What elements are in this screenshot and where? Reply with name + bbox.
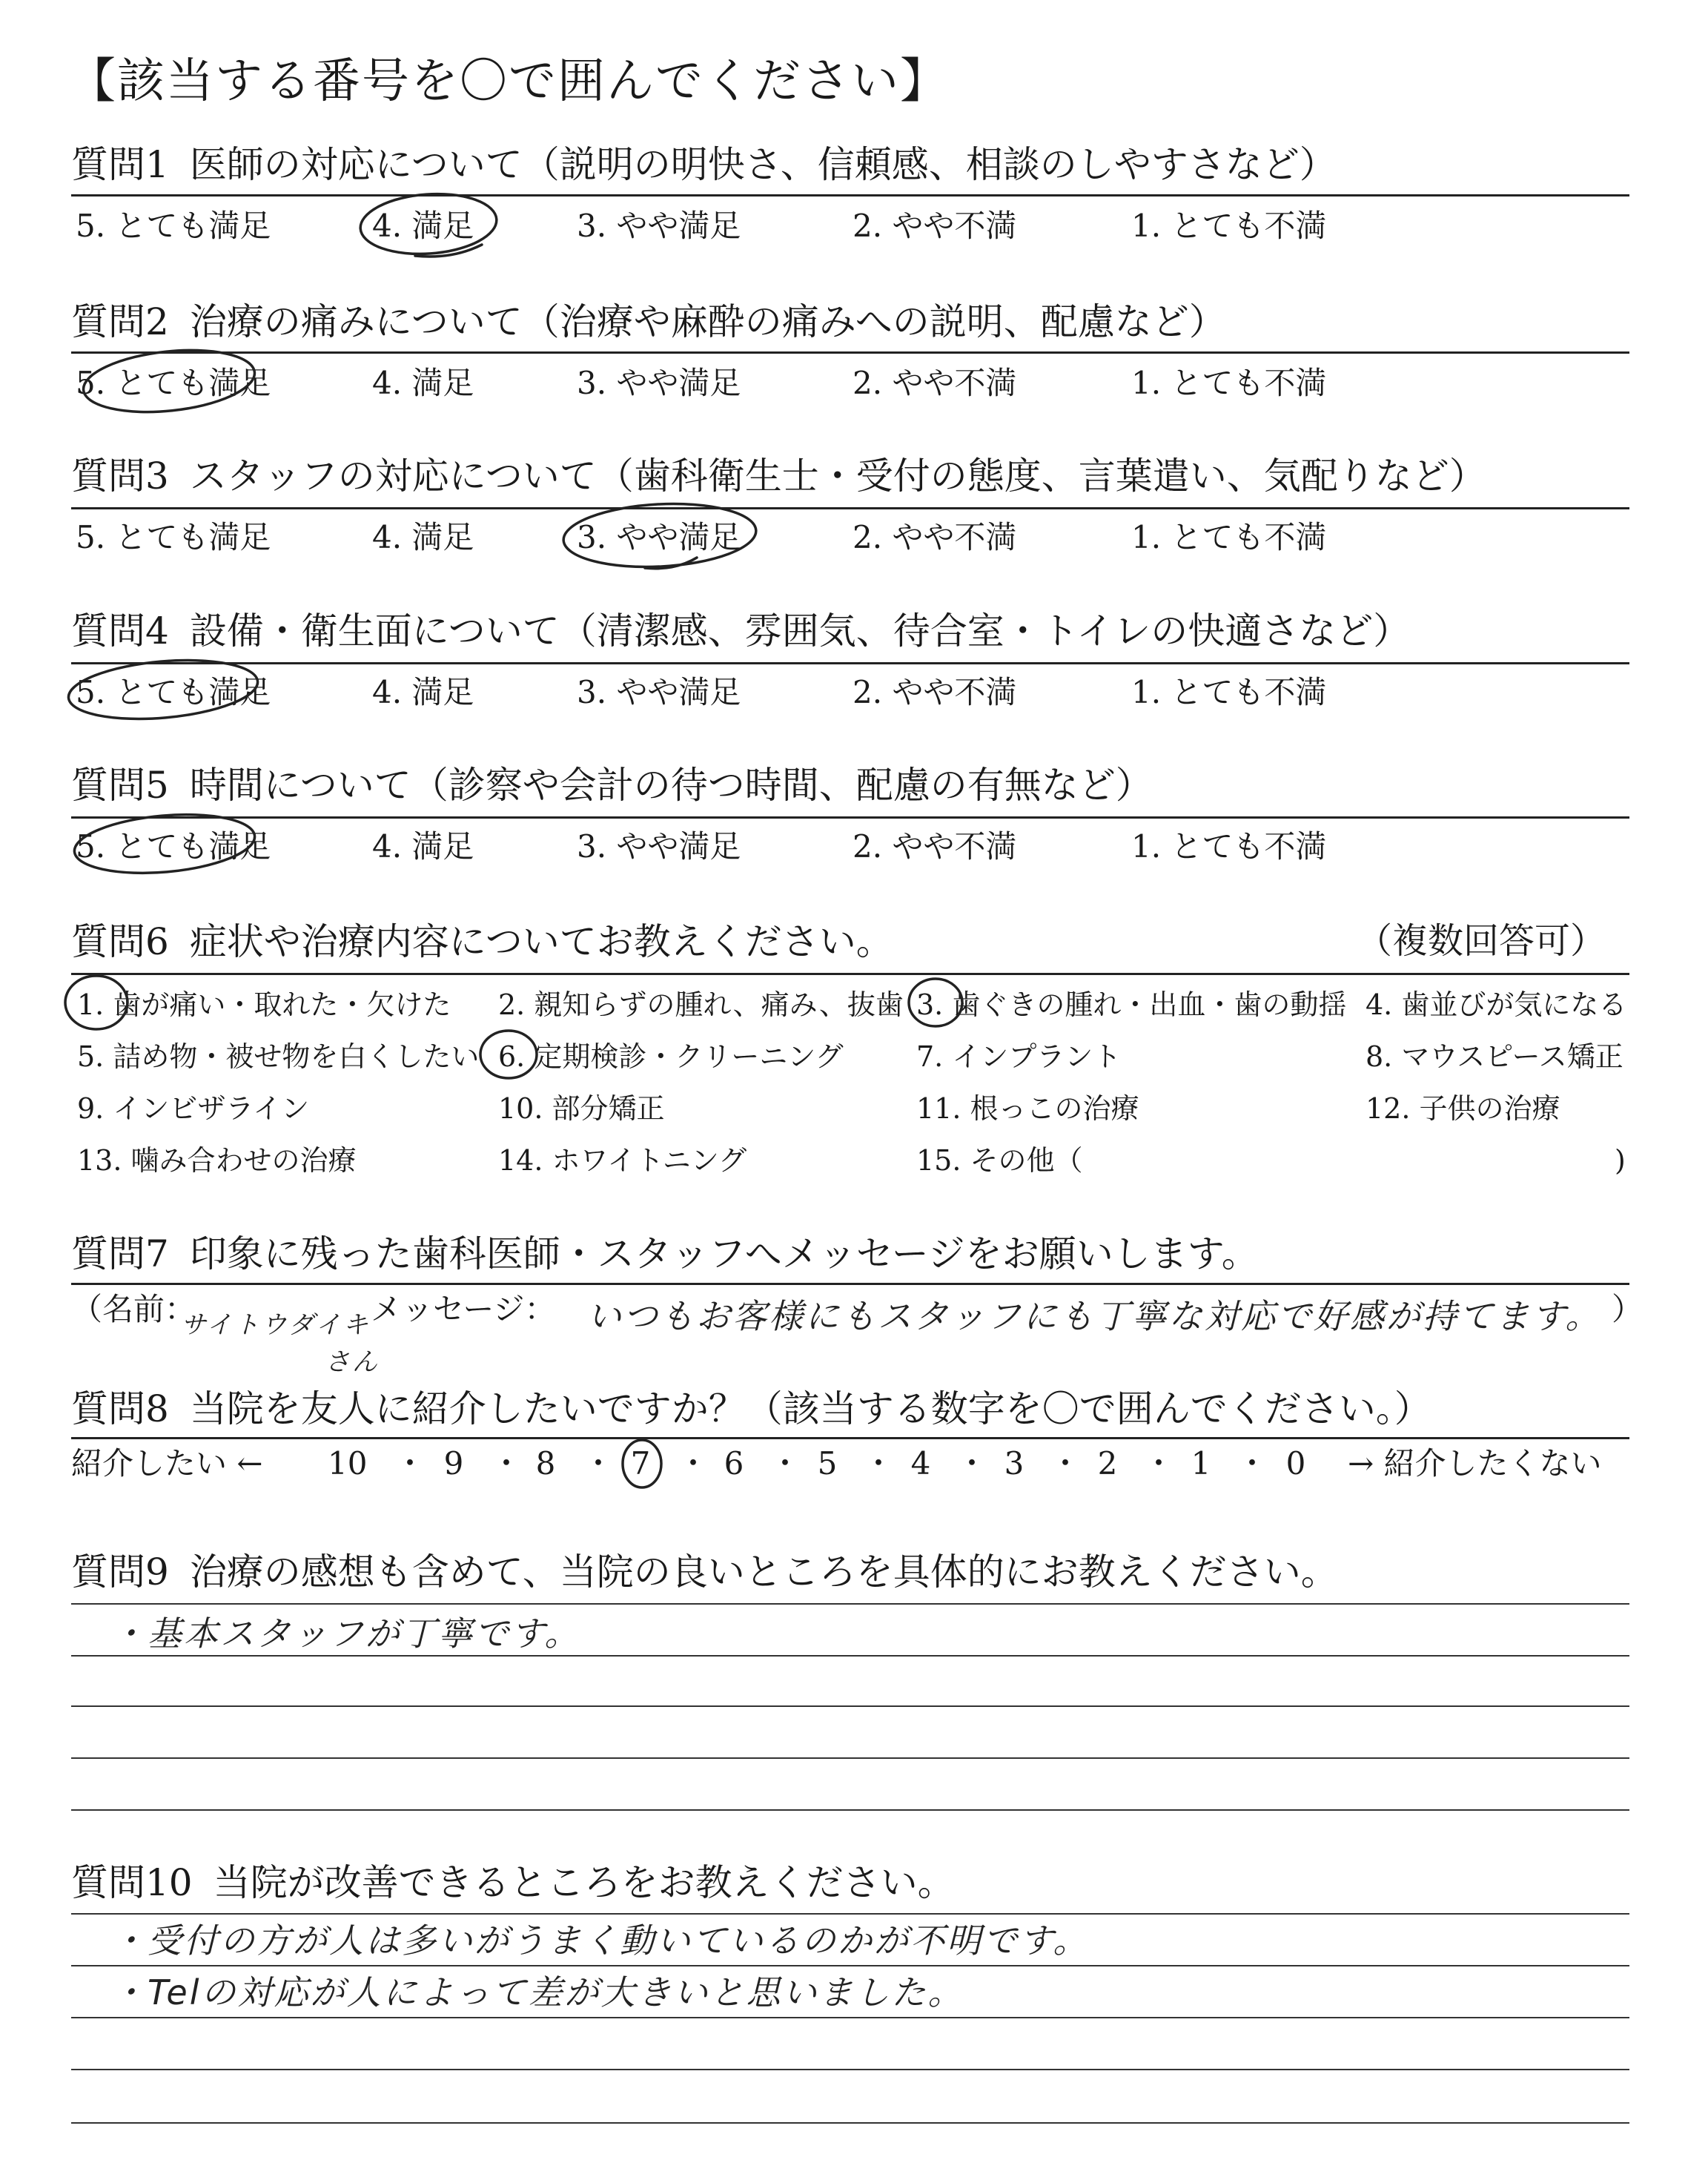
scale-dot: ・ [863,1445,895,1482]
scale-6[interactable]: 6 [724,1445,744,1482]
name-suffix: さん [325,1347,380,1377]
q2-option-2[interactable]: 2. やや不満 [853,365,1017,401]
q6-item-15[interactable]: 15. その他（ [916,1144,1083,1177]
scale-3[interactable]: 3 [1004,1445,1025,1482]
q6-item-13[interactable]: 13. 噛み合わせの治療 [77,1144,357,1177]
q5-option-2[interactable]: 2. やや不満 [853,828,1017,865]
question-7-title [71,1232,1259,1275]
scale-dot: ・ [1143,1445,1175,1482]
question-text: スタッフの対応について（歯科衛生士・受付の態度、言葉遣い、気配りなど） [189,455,1486,498]
q6-item-1[interactable]: 1. 歯が痛い・取れた・欠けた [77,988,451,1021]
answer-line [71,1809,1629,1811]
scale-10[interactable]: 10 [328,1445,368,1482]
question-6-title [71,920,893,963]
answer-line [71,2017,1629,2018]
q5-option-4[interactable]: 4. 満足 [372,828,474,865]
q1-selection-tail [415,245,482,257]
q5-option-3[interactable]: 3. やや満足 [577,828,741,865]
q6-item-8[interactable]: 8. マウスピース矯正 [1366,1040,1623,1073]
q10-answer-1[interactable]: ・受付の方が人は多いがうまく動いているのかが不明です。 [111,1920,1090,1961]
scale-dot: ・ [394,1445,426,1482]
question-number: 質問1 [71,143,169,186]
divider [71,351,1629,354]
q5-option-5[interactable]: 5. とても満足 [76,828,271,865]
answer-line [71,1965,1629,1966]
q2-option-5[interactable]: 5. とても満足 [76,365,271,401]
question-text: 治療の痛みについて（治療や麻酔の痛みへの説明、配慮など） [189,300,1226,343]
q4-option-3[interactable]: 3. やや満足 [577,674,741,710]
question-text: 設備・衛生面について（清潔感、雰囲気、待合室・トイレの快適さなど） [189,610,1411,653]
q6-item-4[interactable]: 4. 歯並びが気になる [1366,988,1627,1021]
scale-9[interactable]: 9 [443,1445,464,1482]
scale-dot: ・ [1050,1445,1082,1482]
question-10-title [71,1861,955,1904]
answer-line [71,1603,1629,1605]
answer-line [71,1655,1629,1657]
message-value[interactable]: いつもお客様にもスタッフにも丁寧な対応で好感が持てます。 [587,1296,1602,1336]
question-2-title [71,300,1226,343]
scale-dot: ・ [678,1445,709,1482]
scale-dot: ・ [1237,1445,1268,1482]
scale-1[interactable]: 1 [1191,1445,1211,1482]
q4-option-4[interactable]: 4. 満足 [372,674,474,710]
q1-option-4[interactable]: 4. 満足 [372,208,474,244]
scale-7[interactable]: 7 [630,1445,651,1482]
divider [71,1283,1629,1285]
question-number: 質問6 [71,920,169,963]
name-label: （名前： [71,1291,196,1327]
q3-option-1[interactable]: 1. とても不満 [1131,519,1327,555]
q1-option-2[interactable]: 2. やや不満 [853,208,1017,244]
question-5-title [71,764,1153,807]
question-number: 質問9 [71,1550,169,1593]
q1-option-3[interactable]: 3. やや満足 [577,208,741,244]
scale-dot: ・ [491,1445,523,1482]
question-8-title [71,1387,1431,1430]
question-number: 質問3 [71,455,169,498]
scale-dot: ・ [769,1445,801,1482]
q1-option-5[interactable]: 5. とても満足 [76,208,271,244]
question-number: 質問2 [71,300,169,343]
multiple-answer-note: （複数回答可） [1356,920,1606,962]
scale-5[interactable]: 5 [817,1445,838,1482]
answer-line [71,1913,1629,1915]
q2-option-4[interactable]: 4. 満足 [372,365,474,401]
q6-item-12[interactable]: 12. 子供の治療 [1366,1092,1560,1125]
answer-line [71,1705,1629,1707]
divider [71,973,1629,975]
scale-4[interactable]: 4 [910,1445,931,1482]
q5-option-1[interactable]: 1. とても不満 [1131,828,1327,865]
q6-item-7[interactable]: 7. インプラント [916,1040,1122,1073]
question-number: 質問5 [71,764,169,807]
q3-option-5[interactable]: 5. とても満足 [76,519,271,555]
message-label: メッセージ： [371,1291,556,1327]
q6-item-9[interactable]: 9. インビザライン [77,1092,310,1125]
question-number: 質問10 [71,1861,193,1904]
question-number: 質問8 [71,1387,169,1430]
q4-option-5[interactable]: 5. とても満足 [76,674,271,710]
q10-answer-2[interactable]: ・Telの対応が人によって差が大きいと思いました。 [111,1972,964,2012]
scale-0[interactable]: 0 [1285,1445,1306,1482]
scale-dot: ・ [583,1445,615,1482]
q2-option-3[interactable]: 3. やや満足 [577,365,741,401]
question-number: 質問4 [71,610,169,653]
answer-line [71,1757,1629,1759]
question-1-title [71,143,1337,186]
divider [71,194,1629,196]
q6-item-3[interactable]: 3. 歯ぐきの腫れ・出血・歯の動揺 [916,988,1347,1021]
question-text: 印象に残った歯科医師・スタッフへメッセージをお願いします。 [189,1232,1259,1275]
q4-option-2[interactable]: 2. やや不満 [853,674,1017,710]
question-3-title [71,455,1486,498]
question-9-title [71,1550,1338,1593]
scale-8[interactable]: 8 [535,1445,556,1482]
scale-dot: ・ [956,1445,988,1482]
scale-right-label: → 紹介したくない [1348,1445,1602,1482]
scale-left-label: 紹介したい ← [71,1445,263,1482]
q3-option-3[interactable]: 3. やや満足 [577,519,741,555]
question-text: 時間について（診察や会計の待つ時間、配慮の有無など） [189,764,1153,807]
divider [71,816,1629,819]
name-value[interactable]: サイトウダイキ [181,1310,371,1340]
divider [71,1437,1629,1439]
q1-option-1[interactable]: 1. とても不満 [1131,208,1327,244]
question-text: 医師の対応について（説明の明快さ、信頼感、相談のしやすさなど） [189,143,1337,186]
divider [71,507,1629,509]
question-text: 治療の感想も含めて、当院の良いところを具体的にお教えください。 [189,1550,1338,1593]
q4-option-1[interactable]: 1. とても不満 [1131,674,1327,710]
question-text: 症状や治療内容についてお教えください。 [189,920,893,963]
message-close-paren: ） [1612,1291,1644,1327]
q6-item-10[interactable]: 10. 部分矯正 [498,1092,665,1125]
scale-2[interactable]: 2 [1097,1445,1118,1482]
page-title: 【該当する番号を〇で囲んでください】 [68,54,949,109]
q3-option-4[interactable]: 4. 満足 [372,519,474,555]
q2-option-1[interactable]: 1. とても不満 [1131,365,1327,401]
q6-item-2[interactable]: 2. 親知らずの腫れ、痛み、抜歯 [498,988,904,1021]
q6-item-11[interactable]: 11. 根っこの治療 [916,1092,1139,1125]
answer-line [71,2122,1629,2124]
q3-option-2[interactable]: 2. やや不満 [853,519,1017,555]
q6-item-6[interactable]: 6. 定期検診・クリーニング [498,1040,844,1073]
question-number: 質問7 [71,1232,169,1275]
question-text: 当院が改善できるところをお教えください。 [213,1861,955,1904]
q6-item-5[interactable]: 5. 詰め物・被せ物を白くしたい [77,1040,480,1073]
answer-line [71,2069,1629,2070]
q6-item-14[interactable]: 14. ホワイトニング [498,1144,747,1177]
question-4-title [71,610,1411,653]
q9-answer-1[interactable]: ・基本スタッフが丁寧です。 [111,1614,581,1654]
q3-selection-tail [645,558,697,569]
q6-other-close-paren: ) [1615,1144,1626,1177]
divider [71,662,1629,664]
question-text: 当院を友人に紹介したいですか？（該当する数字を〇で囲んでください。） [189,1387,1431,1430]
